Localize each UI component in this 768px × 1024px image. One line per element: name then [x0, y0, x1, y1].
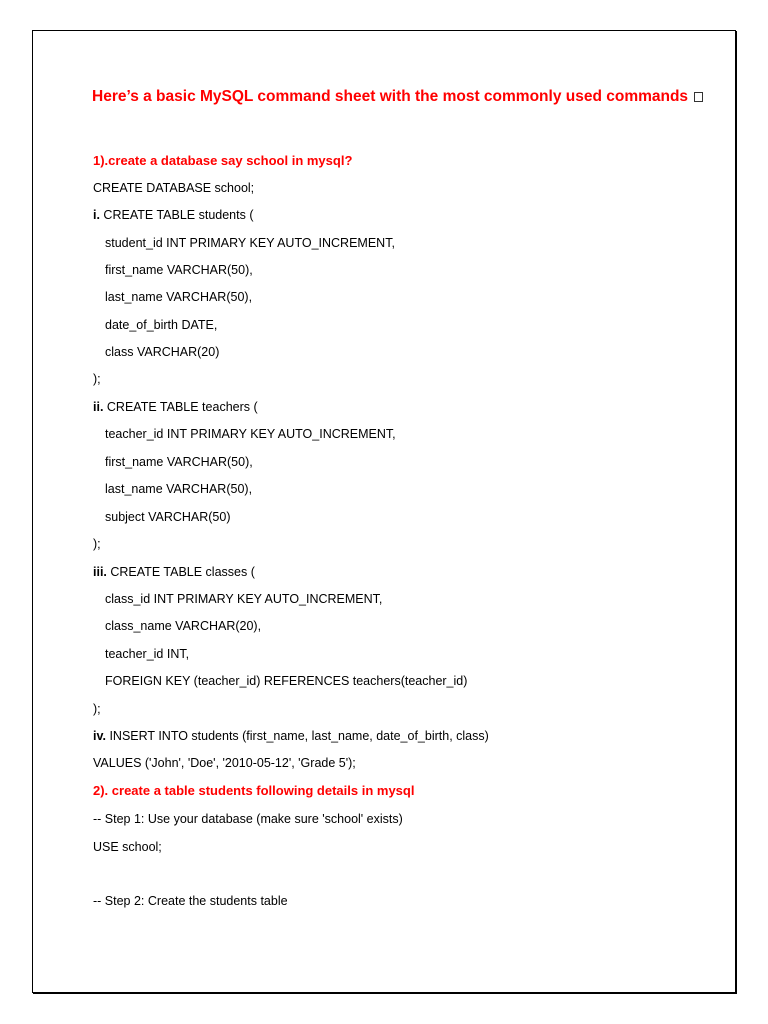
item-label-iv: iv. [93, 729, 106, 743]
students-table-line [93, 207, 253, 223]
teachers-col-first-name: first_name VARCHAR(50), [105, 455, 253, 469]
document-title [92, 88, 703, 106]
students-col-date-of-birth: date_of_birth DATE, [105, 318, 218, 332]
students-table-text: CREATE TABLE students ( [99, 208, 254, 222]
teachers-col-subject: subject VARCHAR(50) [105, 510, 231, 524]
create-database-line: CREATE DATABASE school; [93, 181, 255, 195]
classes-table-text: CREATE TABLE classes ( [106, 565, 255, 579]
step-2-comment: -- Step 2: Create the students table [93, 894, 288, 908]
section-2-heading: 2). create a table students following details in mysql [93, 783, 415, 798]
classes-foreign-key: FOREIGN KEY (teacher_id) REFERENCES teachers(teacher_id) [105, 674, 468, 688]
students-col-last-name: last_name VARCHAR(50), [105, 290, 253, 304]
item-label-ii: ii. [93, 400, 104, 414]
document-title-text: Here’s a basic MySQL command sheet with the most commonly used commands [92, 88, 689, 105]
teachers-table-close: ); [93, 537, 101, 551]
students-col-student-id: student_id INT PRIMARY KEY AUTO_INCREMENT, [105, 236, 395, 250]
classes-col-class-name: class_name VARCHAR(20), [105, 619, 262, 633]
classes-table-line [93, 564, 255, 580]
use-school-line: USE school; [93, 840, 162, 854]
teachers-col-last-name: last_name VARCHAR(50), [105, 482, 253, 496]
teachers-col-teacher-id: teacher_id INT PRIMARY KEY AUTO_INCREMENT, [105, 427, 396, 441]
students-col-class: class VARCHAR(20) [105, 345, 220, 359]
classes-col-class-id: class_id INT PRIMARY KEY AUTO_INCREMENT, [105, 592, 383, 606]
step-1-comment: -- Step 1: Use your database (make sure 'school' exists) [93, 812, 403, 826]
students-table-close: ); [93, 372, 101, 386]
classes-col-teacher-id: teacher_id INT, [105, 647, 190, 661]
insert-values-line: VALUES ('John', 'Doe', '2010-05-12', 'Grade 5'); [93, 756, 356, 770]
insert-statement-text: INSERT INTO students (first_name, last_name, date_of_birth, class) [105, 729, 489, 743]
teachers-table-text: CREATE TABLE teachers ( [103, 400, 258, 414]
insert-statement-line [93, 728, 489, 744]
item-label-iii: iii. [93, 565, 107, 579]
missing-glyph-icon [694, 92, 703, 102]
teachers-table-line [93, 399, 258, 415]
classes-table-close: ); [93, 702, 101, 716]
students-col-first-name: first_name VARCHAR(50), [105, 263, 253, 277]
item-label-i: i. [93, 208, 100, 222]
section-1-heading: 1).create a database say school in mysql? [93, 153, 353, 168]
